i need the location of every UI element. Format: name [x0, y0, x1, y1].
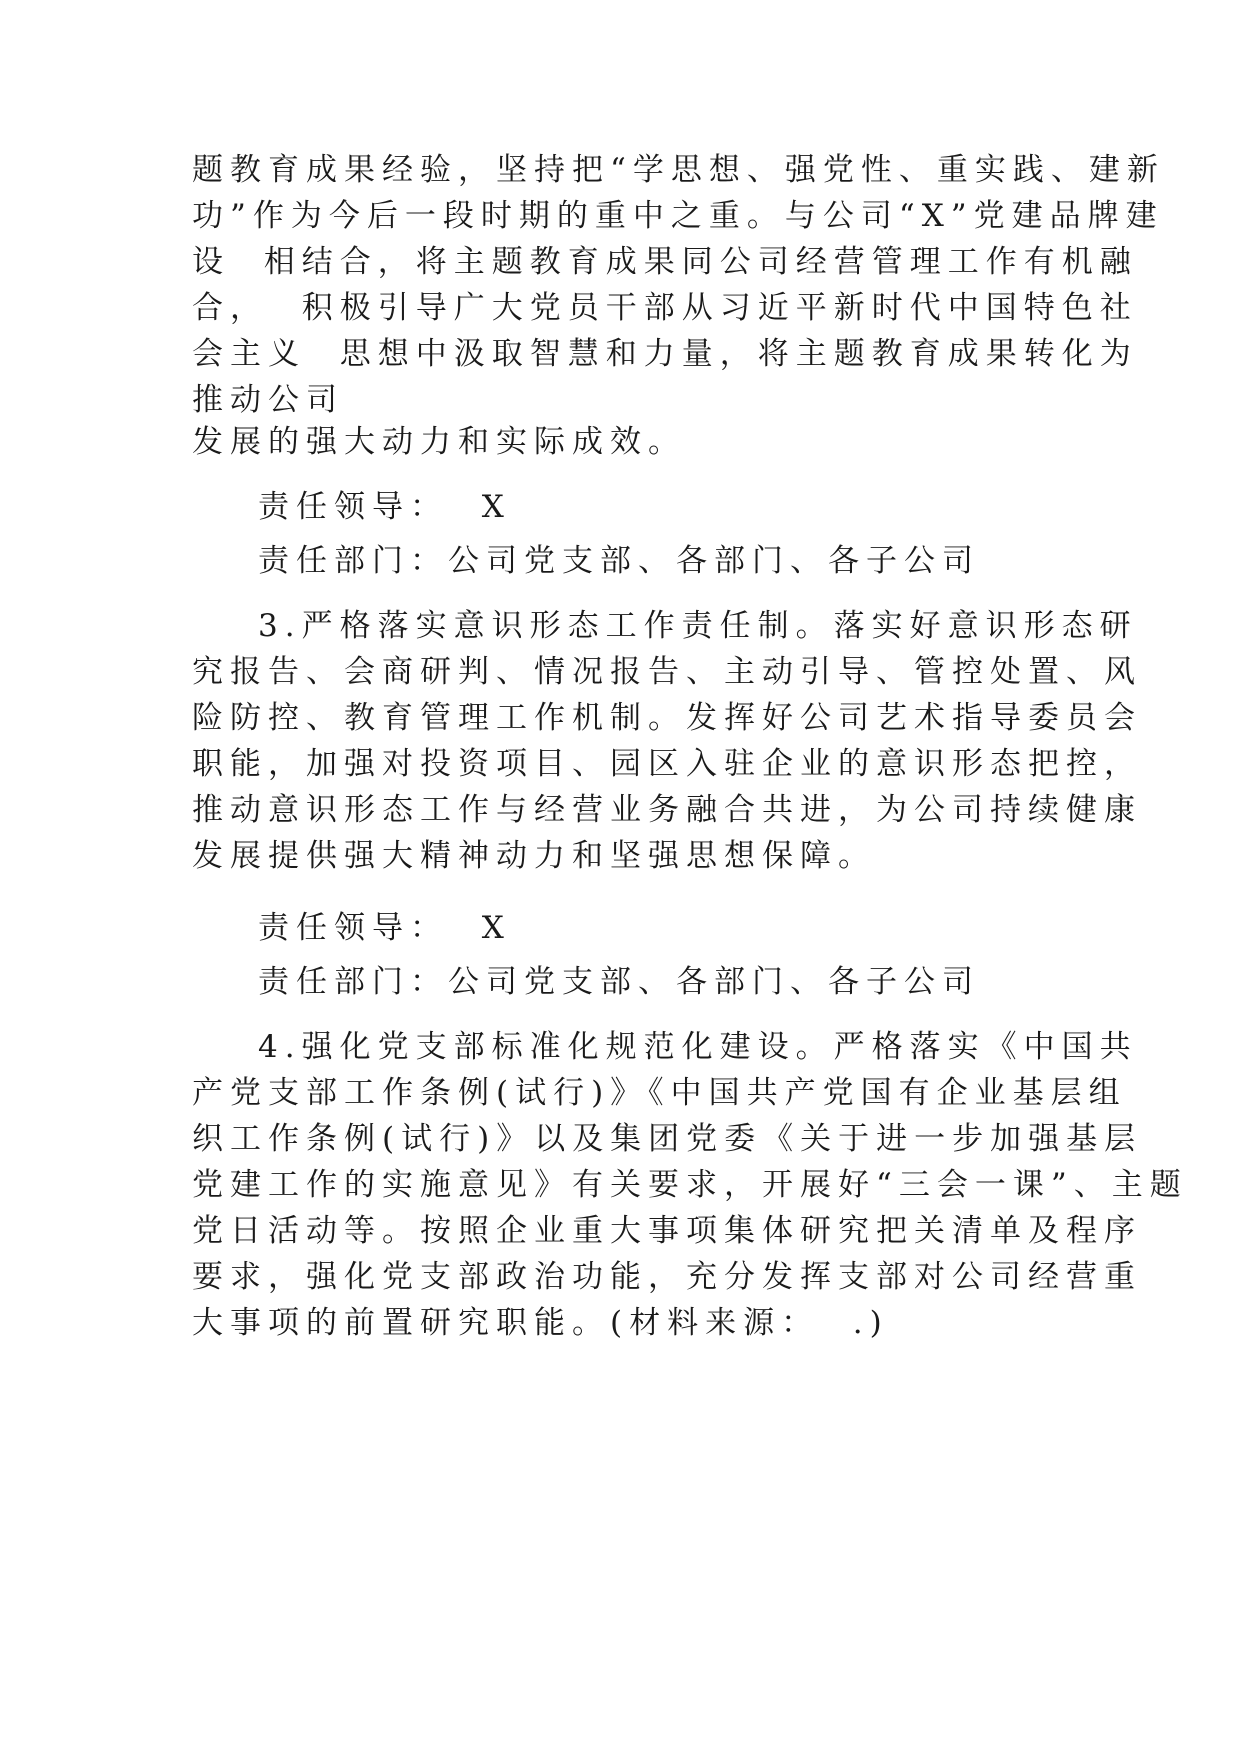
para-4-line-3: 织工作条例(试行)》以及集团党委《关于进一步加强基层	[192, 1121, 1143, 1157]
para-4-line-6: 要求，强化党支部政治功能，充分发挥支部对公司经营重	[192, 1259, 1142, 1295]
para-4-line-5: 党日活动等。按照企业重大事项集体研究把关清单及程序	[192, 1213, 1142, 1249]
para-3-line-3: 险防控、教育管理工作机制。发挥好公司艺术指导委员会	[192, 700, 1142, 736]
para-1-line-5: 会主义 思想中汲取智慧和力量，将主题教育成果转化为	[192, 336, 1138, 372]
para-1-line-6: 推动公司	[192, 382, 344, 418]
responsible-dept-2: 责任部门：公司党支部、各部门、各子公司	[258, 964, 980, 1000]
para-3-line-1: 3.严格落实意识形态工作责任制。落实好意识形态研	[258, 608, 1138, 644]
para-4-line-4: 党建工作的实施意见》有关要求，开展好“三会一课”、主题	[192, 1167, 1188, 1203]
para-1-line-2: 功”作为今后一段时期的重中之重。与公司“X”党建品牌建	[192, 198, 1164, 234]
para-1-line-4: 合， 积极引导广大党员干部从习近平新时代中国特色社	[192, 290, 1138, 326]
para-3-line-6: 发展提供强大精神动力和坚强思想保障。	[192, 838, 876, 874]
para-1-line-1: 题教育成果经验，坚持把“学思想、强党性、重实践、建新	[192, 152, 1165, 188]
responsible-leader-2: 责任领导： X	[258, 910, 511, 946]
para-3-line-4: 职能，加强对投资项目、园区入驻企业的意识形态把控，	[192, 746, 1142, 782]
para-4-line-2: 产党支部工作条例(试行)》《中国共产党国有企业基层组	[192, 1075, 1127, 1111]
para-4-line-7: 大事项的前置研究职能。(材料来源： .)	[192, 1305, 889, 1341]
para-3-line-2: 究报告、会商研判、情况报告、主动引导、管控处置、风	[192, 654, 1142, 690]
responsible-dept-1: 责任部门：公司党支部、各部门、各子公司	[258, 543, 980, 579]
para-1-line-7: 发展的强大动力和实际成效。	[192, 424, 686, 460]
responsible-leader-1: 责任领导： X	[258, 489, 511, 525]
para-3-line-5: 推动意识形态工作与经营业务融合共进，为公司持续健康	[192, 792, 1142, 828]
para-4-line-1: 4.强化党支部标准化规范化建设。严格落实《中国共	[258, 1029, 1138, 1065]
para-1-line-3: 设 相结合，将主题教育成果同公司经营管理工作有机融	[192, 244, 1138, 280]
